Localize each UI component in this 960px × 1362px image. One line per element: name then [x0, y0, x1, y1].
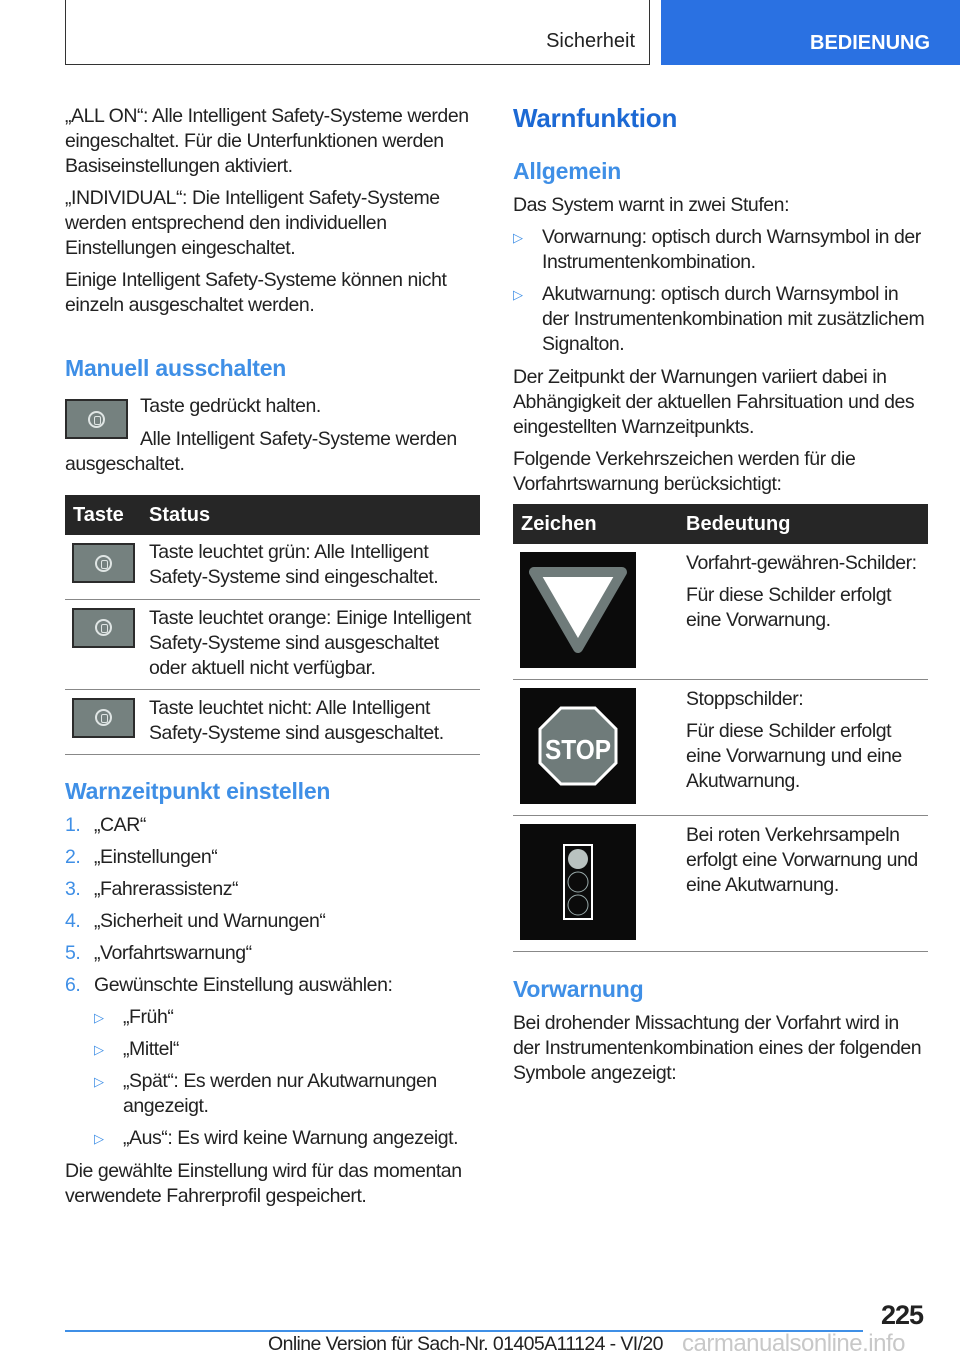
options-list: [94, 1005, 474, 1158]
sign-meaning: Für diese Schilder erfolgt eine Vorwarnung und eine Akutwarnung.: [686, 719, 902, 792]
sign-label: Vorfahrt-gewähren-Schilder:: [686, 552, 917, 574]
paragraph: Das System warnt in zwei Stufen:: [513, 194, 790, 216]
step: 1. „CAR“: [65, 814, 146, 836]
status-text: Taste leuchtet nicht: Alle Intelligent Safety-Systeme sind ausgeschaltet.: [141, 689, 480, 754]
safety-button-icon: [72, 608, 135, 648]
step: 5. „Vorfahrtswarnung“: [65, 942, 252, 964]
yield-sign-icon: [520, 552, 636, 668]
step: 6. Gewünschte Einstellung auswählen:: [65, 974, 393, 996]
heading-warnfunktion: Warnfunktion: [513, 103, 678, 133]
stop-sign-icon: [520, 688, 636, 804]
paragraph: Alle Intelligent Safety-Systeme werden ausgeschaltet.: [65, 428, 457, 475]
paragraph: „ALL ON“: Alle Intelligent Safety-Systeme werden eingeschaltet. Für die Unterfunktionen werden Basiseinstellungen aktiviert.: [65, 105, 469, 177]
triangle-bullet-icon: ▷: [94, 1010, 104, 1025]
paragraph: Die gewählte Einstellung wird für das momentan verwendete Fahrerprofil gespeichert.: [65, 1160, 462, 1207]
step: 4. „Sicherheit und Warnungen“: [65, 910, 326, 932]
header-section: Sicherheit: [546, 30, 635, 52]
bullet-list: [513, 225, 928, 364]
paragraph: Taste gedrückt halten.: [140, 395, 321, 417]
col-header: Status: [141, 495, 480, 535]
paragraph: Der Zeitpunkt der Warnungen variiert dabei in Abhängigkeit der aktuellen Fahrsituation und des eingestellten Warnzeitpunkts.: [513, 366, 915, 438]
footer-text: Online Version für Sach-Nr. 01405A11124 - VI/20: [268, 1333, 663, 1355]
bullet: ▷ Vorwarnung: optisch durch Warnsymbol in der Instrumentenkombination.: [513, 226, 921, 273]
col-header: Bedeutung: [678, 504, 928, 544]
option: ▷ „Aus“: Es wird keine Warnung angezeigt.: [94, 1127, 459, 1149]
sign-label: Bei roten Verkehrsampeln erfolgt eine Vorwarnung und eine Akutwarnung.: [686, 823, 918, 896]
status-table: [65, 495, 480, 755]
col-header: Zeichen: [513, 504, 678, 544]
step: 3. „Fahrerassistenz“: [65, 878, 239, 900]
paragraph: Folgende Verkehrszeichen werden für die Vorfahrtswarnung berücksichtigt:: [513, 448, 856, 495]
signs-table: [513, 504, 928, 952]
traffic-light-icon: [520, 824, 636, 940]
option: ▷ „Mittel“: [94, 1038, 179, 1060]
watermark: carmanualsonline.info: [682, 1330, 905, 1357]
paragraph: Einige Intelligent Safety-Systeme können nicht einzeln ausgeschaltet werden.: [65, 269, 447, 316]
safety-button-icon: [72, 698, 135, 738]
triangle-bullet-icon: ▷: [513, 287, 523, 302]
bullet: ▷ Akutwarnung: optisch durch Warnsymbol in der Instrumentenkombination mit zusätzlichem Signalton.: [513, 283, 925, 355]
sign-label: Stoppschilder:: [686, 687, 804, 710]
heading-allgemein: Allgemein: [513, 158, 622, 184]
steps-list: [65, 813, 480, 1005]
heading-manuell: Manuell ausschalten: [65, 355, 287, 381]
triangle-bullet-icon: ▷: [94, 1131, 104, 1146]
heading-vorwarnung: Vorwarnung: [513, 976, 644, 1002]
triangle-bullet-icon: ▷: [94, 1042, 104, 1057]
step: 2. „Einstellungen“: [65, 846, 218, 868]
svg-text:STOP: STOP: [545, 733, 611, 765]
triangle-bullet-icon: ▷: [513, 230, 523, 245]
option: ▷ „Früh“: [94, 1006, 174, 1028]
page-number: 225: [881, 1300, 924, 1330]
heading-warnzeitpunkt: Warnzeitpunkt einstellen: [65, 778, 331, 804]
option: ▷ „Spät“: Es werden nur Akutwarnungen angezeigt.: [94, 1070, 437, 1117]
safety-button-icon: [72, 543, 135, 583]
paragraph: „INDIVIDUAL“: Die Intelligent Safety-Systeme werden entsprechend den individuellen Einstellungen eingeschaltet.: [65, 187, 440, 259]
status-text: Taste leuchtet orange: Einige Intelligent Safety-Systeme sind ausgeschaltet oder aktuell nicht verfügbar.: [141, 599, 480, 689]
triangle-bullet-icon: ▷: [94, 1074, 104, 1089]
sign-meaning: Für diese Schilder erfolgt eine Vorwarnung.: [686, 584, 892, 631]
status-text: Taste leuchtet grün: Alle Intelligent Safety-Systeme sind eingeschaltet.: [141, 535, 480, 599]
header-tab-bedienung[interactable]: BEDIENUNG: [661, 0, 960, 65]
col-header: Taste: [65, 495, 141, 535]
paragraph: Bei drohender Missachtung der Vorfahrt wird in der Instrumentenkombination eines der folgenden Symbole angezeigt:: [513, 1012, 922, 1084]
